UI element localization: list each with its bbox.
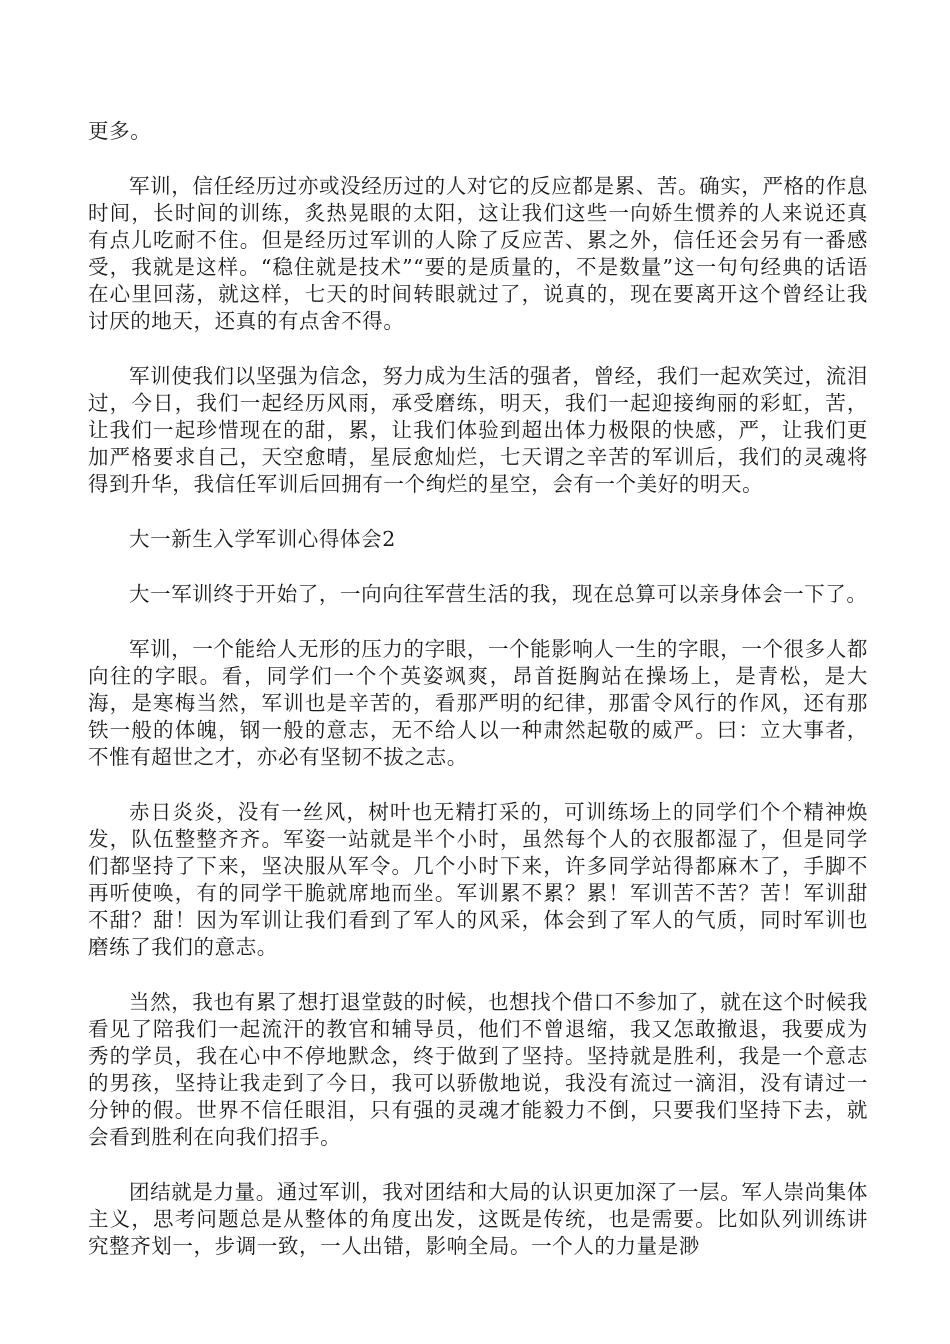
paragraph: 赤日炎炎，没有一丝风，树叶也无精打采的，可训练场上的同学们个个精神焕发，队伍整整齐齐。军姿一站就是半个小时，虽然每个人的衣服都湿了，但是同学们都坚持了下来，坚决服从军令。几个小时下来，许多同学站得都麻木了，手脚不再听使唤，有的同学干脆就席地而坐。军训累不累？累！军训苦不苦？苦！军训甜不甜？甜！因为军训让我们看到了军人的风采，体会到了军人的气质，同时军训也磨练了我们的意志。 <box>88 800 868 959</box>
document-body <box>88 118 868 1288</box>
section-title: 大一新生入学军训心得体会2 <box>129 527 396 551</box>
paragraph: 当然，我也有累了想打退堂鼓的时候，也想找个借口不参加了，就在这个时候我看见了陪我们一起流汗的教官和辅导员，他们不曾退缩，我又怎敢撤退，我要成为秀的学员，我在心中不停地默念，终于做到了坚持。坚持就是胜利，我是一个意志的男孩，坚持让我走到了今日，我可以骄傲地说，我没有流过一滴泪，没有请过一分钟的假。世界不信任眼泪，只有强的灵魂才能毅力不倒，只要我们坚持下去，就会看到胜利在向我们招手。 <box>88 990 868 1149</box>
paragraph: 大一军训终于开始了，一向向往军营生活的我，现在总算可以亲身体会一下了。 <box>129 582 868 606</box>
paragraph: 团结就是力量。通过军训，我对团结和大局的认识更加深了一层。军人崇尚集体主义，思考问题总是从整体的角度出发，这既是传统，也是需要。比如队列训练讲究整齐划一，步调一致，一人出错，影响全局。一个人的力量是渺 <box>88 1180 868 1258</box>
paragraph: 军训，一个能给人无形的压力的字眼，一个能影响人一生的字眼，一个很多人都向往的字眼。看，同学们一个个英姿飒爽，昂首挺胸站在操场上，是青松，是大海，是寒梅当然，军训也是辛苦的，看那严明的纪律，那雷令风行的作风，还有那铁一般的体魄，钢一般的意志，无不给人以一种肃然起敬的威严。曰：立大事者，不惟有超世之才，亦必有坚韧不拔之志。 <box>88 637 868 769</box>
paragraph: 军训使我们以坚强为信念，努力成为生活的强者，曾经，我们一起欢笑过，流泪过，今日，我们一起经历风雨，承受磨练，明天，我们一起迎接绚丽的彩虹，苦，让我们一起珍惜现在的甜，累，让我们体验到超出体力极限的快感，严，让我们更加严格要求自己，天空愈晴，星辰愈灿烂，七天谓之辛苦的军训后，我们的灵魂将得到升华，我信任军训后回拥有一个绚烂的星空，会有一个美好的明天。 <box>88 364 868 496</box>
paragraph: 军训，信任经历过亦或没经历过的人对它的反应都是累、苦。确实，严格的作息时间，长时间的训练，炙热晃眼的太阳，这让我们这些一向娇生惯养的人来说还真有点儿吃耐不住。但是经历过军训的人除了反应苦、累之外，信任还会另有一番感受，我就是这样。“稳住就是技术”“要的是质量的，不是数量”这一句句经典的话语在心里回荡，就这样，七天的时间转眼就过了，说真的，现在要离开这个曾经让我讨厌的地天，还真的有点舍不得。 <box>88 174 868 333</box>
paragraph-continuation: 更多。 <box>88 119 152 143</box>
